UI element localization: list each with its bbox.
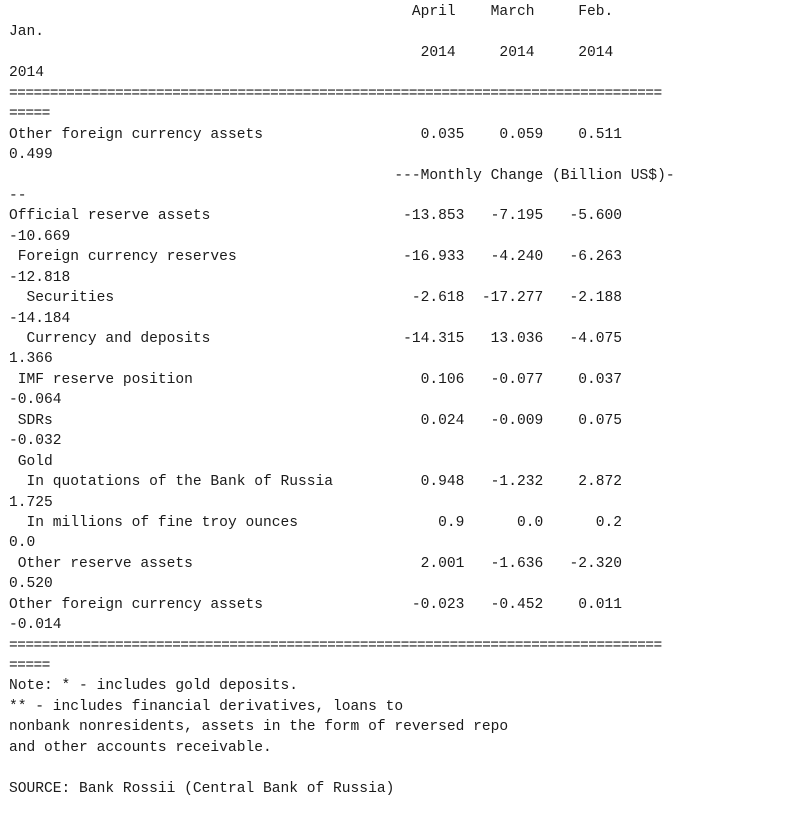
- text-line: Official reserve assets -13.853 -7.195 -5.600: [9, 208, 623, 225]
- text-line: SOURCE: Bank Rossii (Central Bank of Russia): [9, 780, 395, 797]
- text-line: 0.520: [9, 576, 53, 593]
- text-line: 2014: [9, 65, 45, 82]
- text-line: --: [9, 187, 27, 204]
- text-line: Other reserve assets 2.001 -1.636 -2.320: [9, 555, 623, 572]
- text-line: 0.499: [9, 147, 53, 164]
- text-line: Other foreign currency assets 0.035 0.059 0.511: [9, 126, 623, 143]
- text-line: Securities -2.618 -17.277 -2.188: [9, 290, 623, 307]
- reserves-text-block: [9, 2, 675, 799]
- text-line: IMF reserve position 0.106 -0.077 0.037: [9, 371, 623, 388]
- text-line: -0.064: [9, 392, 62, 409]
- text-line: 1.725: [9, 494, 53, 511]
- text-line: Jan.: [9, 24, 45, 41]
- text-line: Foreign currency reserves -16.933 -4.240 -6.263: [9, 249, 623, 266]
- text-line: Note: * - includes gold deposits.: [9, 678, 299, 695]
- text-line: =====: [9, 106, 50, 123]
- text-line: -0.014: [9, 617, 62, 634]
- text-line: ** - includes financial derivatives, loans to: [9, 698, 404, 715]
- text-line: In millions of fine troy ounces 0.9 0.0 0.2: [9, 514, 623, 531]
- text-line: 1.366: [9, 351, 53, 368]
- text-line: SDRs 0.024 -0.009 0.075: [9, 412, 623, 429]
- text-line: In quotations of the Bank of Russia 0.948 -1.232 2.872: [9, 474, 623, 491]
- text-line: Gold: [9, 453, 53, 470]
- text-line: ================================================================================: [9, 85, 662, 102]
- text-line: -10.669: [9, 228, 71, 245]
- text-line: -0.032: [9, 433, 62, 450]
- text-line: April March Feb.: [9, 4, 614, 20]
- text-line: 2014 2014 2014: [9, 44, 614, 61]
- text-line: -12.818: [9, 269, 71, 286]
- text-line: 0.0: [9, 535, 36, 552]
- text-line: Currency and deposits -14.315 13.036 -4.075: [9, 331, 623, 347]
- text-line: nonbank nonresidents, assets in the form of reversed repo: [9, 719, 509, 736]
- text-line: Other foreign currency assets -0.023 -0.452 0.011: [9, 596, 623, 613]
- text-line: ================================================================================: [9, 637, 662, 654]
- text-line: and other accounts receivable.: [9, 739, 272, 756]
- text-line: [9, 758, 675, 778]
- text-line: =====: [9, 658, 50, 674]
- text-line: -14.184: [9, 310, 71, 327]
- text-line: ---Monthly Change (Billion US$)-: [9, 167, 675, 184]
